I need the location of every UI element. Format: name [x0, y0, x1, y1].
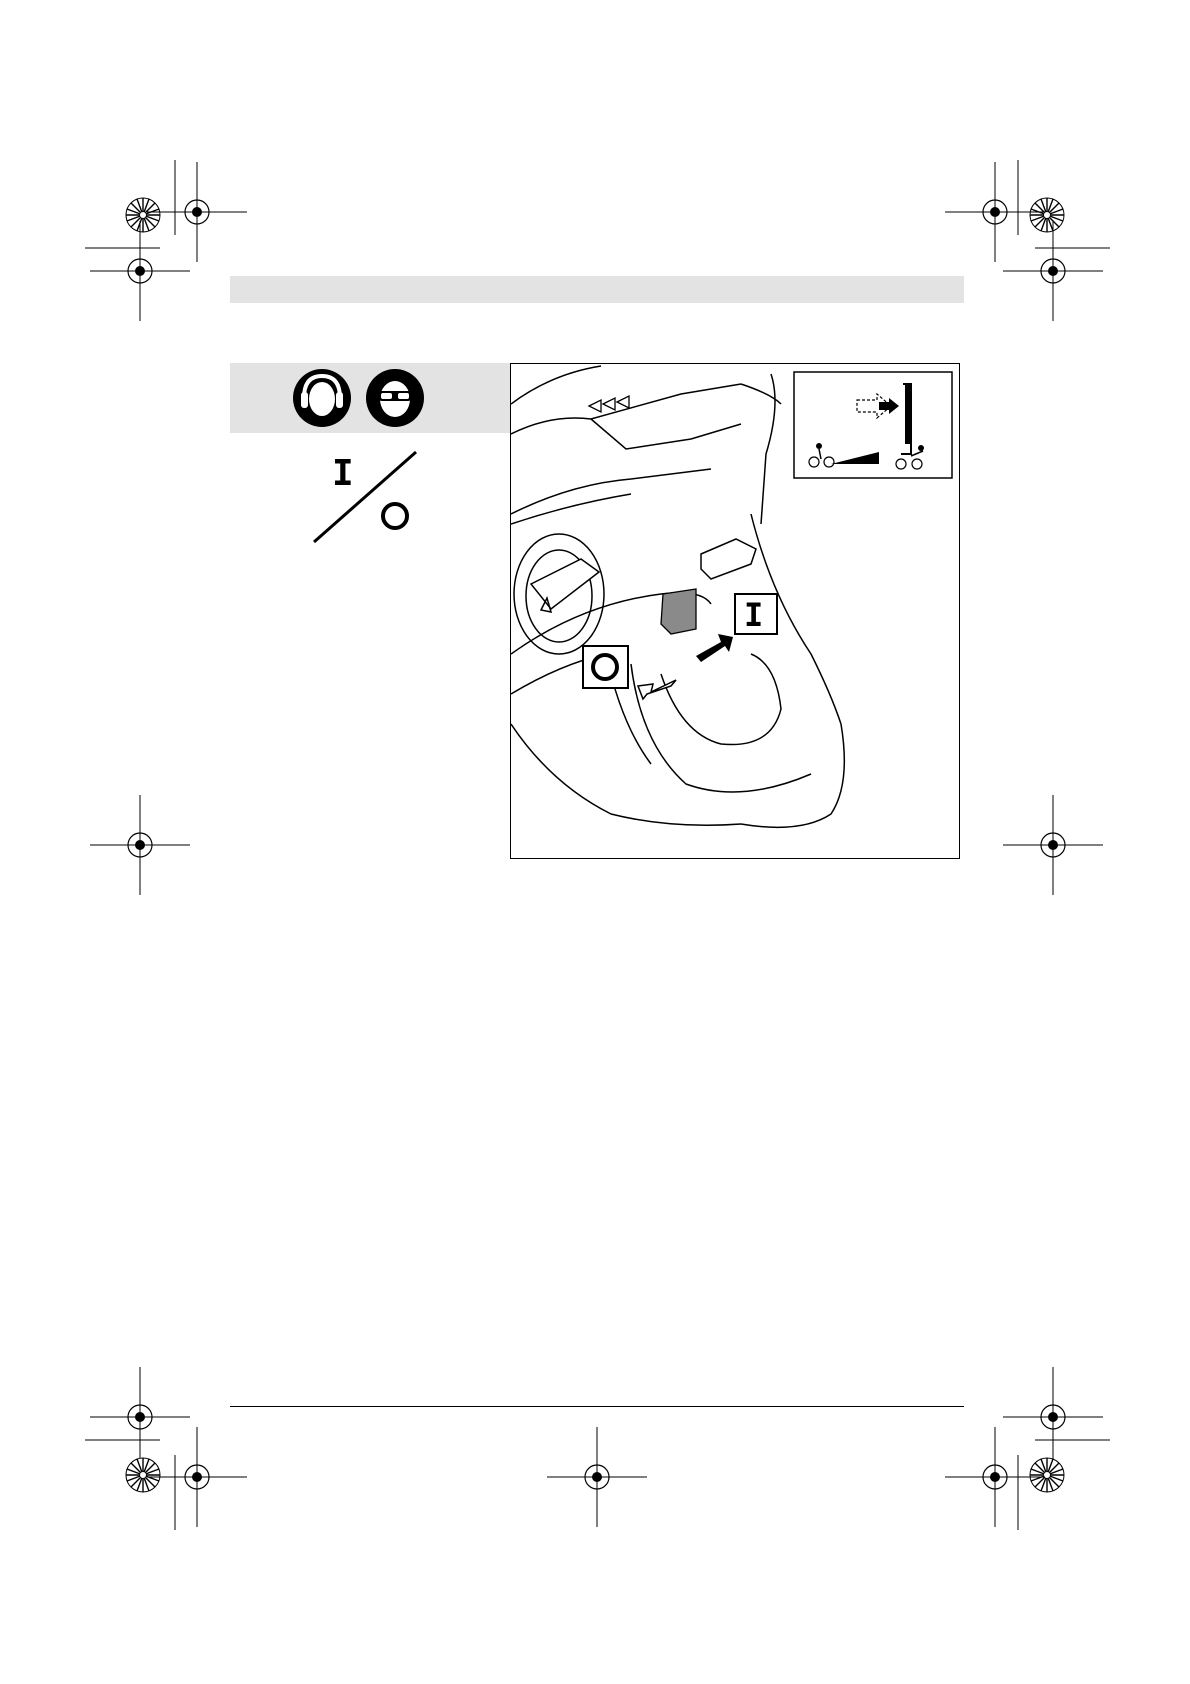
on-label: I	[744, 596, 764, 634]
on-arrow-icon	[696, 634, 733, 662]
off-label-box	[583, 646, 628, 688]
figure-frame	[510, 363, 960, 859]
on-label-box	[735, 594, 777, 634]
ppe-panel	[230, 363, 510, 433]
footer-rule	[230, 1406, 964, 1407]
ear-protection-icon	[292, 368, 352, 428]
eye-protection-icon	[365, 368, 425, 428]
hammer-drill-illustration	[511, 364, 959, 858]
lock-button	[701, 539, 756, 579]
speed-control-inset	[794, 372, 952, 478]
header-bar	[230, 276, 964, 303]
off-symbol-circle	[383, 504, 407, 528]
on-off-symbol	[310, 440, 440, 550]
trigger-switch	[661, 589, 696, 634]
on-symbol-label: I	[332, 453, 354, 494]
